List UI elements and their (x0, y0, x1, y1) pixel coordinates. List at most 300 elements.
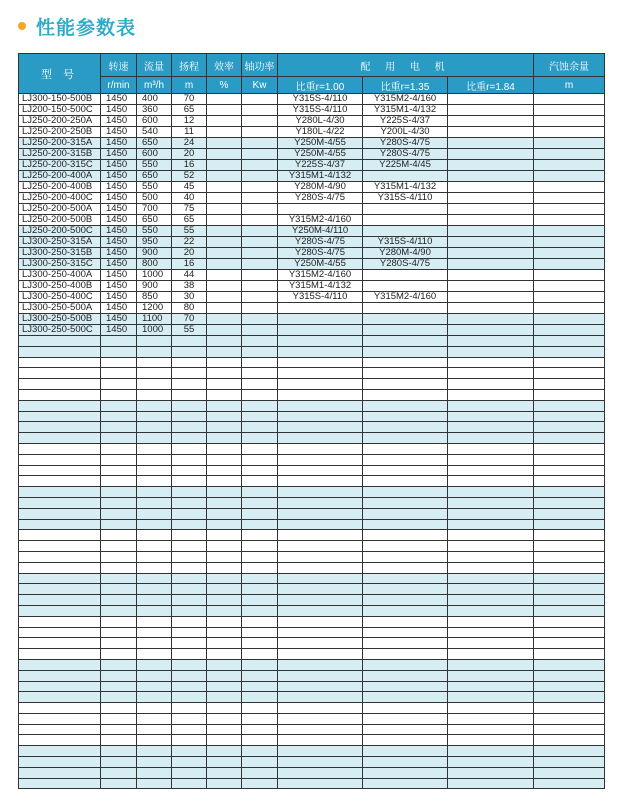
cell-head (172, 389, 207, 400)
header-flow-unit: m³/h (137, 77, 172, 94)
table-row (19, 541, 605, 552)
cell-head (172, 508, 207, 519)
cell-head (172, 422, 207, 433)
table-row (19, 346, 605, 357)
cell-efficiency (207, 465, 242, 476)
cell-npsh (534, 204, 605, 215)
cell-flow (137, 551, 172, 562)
cell-head: 30 (172, 292, 207, 303)
cell-power (242, 541, 278, 552)
cell-motor-r3 (448, 281, 534, 292)
cell-npsh (534, 476, 605, 487)
cell-motor-r1 (278, 616, 363, 627)
cell-model (19, 411, 101, 422)
cell-motor-r1 (278, 735, 363, 746)
cell-head: 24 (172, 138, 207, 149)
cell-model: LJ300-250-315A (19, 237, 101, 248)
cell-flow (137, 659, 172, 670)
cell-motor-r1: Y315S-4/110 (278, 292, 363, 303)
cell-head: 80 (172, 303, 207, 314)
header-efficiency-unit: % (207, 77, 242, 94)
cell-efficiency (207, 724, 242, 735)
cell-flow: 1200 (137, 303, 172, 314)
cell-motor-r1 (278, 681, 363, 692)
cell-power (242, 204, 278, 215)
table-row (19, 411, 605, 422)
cell-efficiency (207, 443, 242, 454)
cell-npsh (534, 497, 605, 508)
cell-power (242, 757, 278, 768)
bullet-dot-icon (18, 22, 26, 30)
cell-motor-r3 (448, 379, 534, 390)
cell-efficiency (207, 476, 242, 487)
cell-motor-r1 (278, 692, 363, 703)
cell-efficiency (207, 127, 242, 138)
cell-model (19, 681, 101, 692)
cell-flow (137, 681, 172, 692)
cell-speed: 1450 (101, 116, 137, 127)
cell-efficiency (207, 94, 242, 105)
cell-speed (101, 465, 137, 476)
cell-head (172, 692, 207, 703)
cell-motor-r1: Y315M2-4/160 (278, 270, 363, 281)
cell-head: 52 (172, 171, 207, 182)
cell-power (242, 94, 278, 105)
table-row (19, 292, 605, 303)
cell-speed: 1450 (101, 193, 137, 204)
header-power-unit: Kw (242, 77, 278, 94)
cell-motor-r1 (278, 605, 363, 616)
cell-power (242, 767, 278, 778)
cell-motor-r3 (448, 573, 534, 584)
cell-flow: 1000 (137, 270, 172, 281)
table-row (19, 422, 605, 433)
cell-flow (137, 649, 172, 660)
cell-motor-r3 (448, 314, 534, 325)
cell-efficiency (207, 757, 242, 768)
table-row (19, 724, 605, 735)
cell-power (242, 411, 278, 422)
cell-speed: 1450 (101, 226, 137, 237)
table-row (19, 497, 605, 508)
cell-motor-r2 (363, 443, 448, 454)
cell-power (242, 281, 278, 292)
cell-flow (137, 465, 172, 476)
table-row (19, 149, 605, 160)
table-row (19, 703, 605, 714)
cell-model (19, 389, 101, 400)
cell-flow (137, 519, 172, 530)
cell-model (19, 670, 101, 681)
table-row (19, 270, 605, 281)
table-row (19, 215, 605, 226)
cell-head: 65 (172, 105, 207, 116)
cell-power (242, 182, 278, 193)
cell-flow (137, 411, 172, 422)
cell-model: LJ300-250-500A (19, 303, 101, 314)
cell-npsh (534, 767, 605, 778)
cell-flow (137, 605, 172, 616)
cell-motor-r2 (363, 204, 448, 215)
cell-motor-r2 (363, 757, 448, 768)
table-row (19, 160, 605, 171)
cell-flow (137, 357, 172, 368)
header-head: 扬程 (172, 54, 207, 77)
table-row (19, 433, 605, 444)
cell-model (19, 573, 101, 584)
cell-speed (101, 746, 137, 757)
cell-head: 65 (172, 215, 207, 226)
cell-head: 75 (172, 204, 207, 215)
cell-power (242, 248, 278, 259)
cell-efficiency (207, 638, 242, 649)
cell-motor-r3 (448, 627, 534, 638)
table-row (19, 519, 605, 530)
cell-head (172, 735, 207, 746)
cell-model (19, 379, 101, 390)
cell-head (172, 433, 207, 444)
cell-motor-r3 (448, 605, 534, 616)
cell-motor-r1 (278, 325, 363, 336)
cell-motor-r1: Y315M1-4/132 (278, 171, 363, 182)
table-row (19, 443, 605, 454)
table-row (19, 670, 605, 681)
cell-motor-r1 (278, 541, 363, 552)
cell-head (172, 616, 207, 627)
cell-speed (101, 422, 137, 433)
cell-head: 20 (172, 248, 207, 259)
table-row (19, 454, 605, 465)
cell-flow: 800 (137, 259, 172, 270)
cell-head (172, 454, 207, 465)
cell-motor-r2 (363, 713, 448, 724)
table-row (19, 193, 605, 204)
cell-motor-r3 (448, 724, 534, 735)
cell-motor-r3 (448, 519, 534, 530)
cell-motor-r1 (278, 584, 363, 595)
cell-power (242, 422, 278, 433)
cell-speed: 1450 (101, 237, 137, 248)
cell-npsh (534, 422, 605, 433)
cell-motor-r2 (363, 270, 448, 281)
cell-power (242, 692, 278, 703)
table-row (19, 325, 605, 336)
cell-power (242, 149, 278, 160)
cell-power (242, 562, 278, 573)
header-motor: 配 用 电 机 (278, 54, 534, 77)
cell-speed: 1450 (101, 292, 137, 303)
cell-motor-r3 (448, 746, 534, 757)
cell-motor-r3 (448, 497, 534, 508)
header-model: 型 号 (19, 54, 101, 94)
cell-power (242, 584, 278, 595)
cell-npsh (534, 127, 605, 138)
cell-motor-r3 (448, 303, 534, 314)
cell-head (172, 595, 207, 606)
cell-motor-r1: Y280S-4/75 (278, 193, 363, 204)
cell-model (19, 746, 101, 757)
cell-head (172, 400, 207, 411)
cell-motor-r3 (448, 259, 534, 270)
cell-efficiency (207, 659, 242, 670)
cell-head (172, 659, 207, 670)
cell-motor-r2: Y225S-4/37 (363, 116, 448, 127)
cell-motor-r1 (278, 746, 363, 757)
cell-head (172, 368, 207, 379)
cell-motor-r1 (278, 476, 363, 487)
cell-power (242, 724, 278, 735)
cell-model: LJ250-200-500A (19, 204, 101, 215)
cell-motor-r1 (278, 487, 363, 498)
cell-head (172, 379, 207, 390)
cell-motor-r1: Y315M2-4/160 (278, 215, 363, 226)
cell-motor-r3 (448, 171, 534, 182)
cell-power (242, 292, 278, 303)
cell-motor-r2 (363, 433, 448, 444)
cell-model: LJ250-200-500B (19, 215, 101, 226)
cell-flow: 850 (137, 292, 172, 303)
cell-speed (101, 649, 137, 660)
cell-head (172, 713, 207, 724)
cell-power (242, 433, 278, 444)
cell-motor-r2 (363, 767, 448, 778)
cell-motor-r2: Y315M1-4/132 (363, 105, 448, 116)
cell-efficiency (207, 400, 242, 411)
cell-motor-r3 (448, 541, 534, 552)
cell-motor-r2 (363, 595, 448, 606)
table-row (19, 171, 605, 182)
table-row (19, 314, 605, 325)
cell-motor-r1 (278, 357, 363, 368)
cell-motor-r2 (363, 746, 448, 757)
cell-motor-r2 (363, 649, 448, 660)
cell-head (172, 497, 207, 508)
cell-speed (101, 530, 137, 541)
cell-model (19, 487, 101, 498)
cell-efficiency (207, 182, 242, 193)
cell-model (19, 649, 101, 660)
cell-npsh (534, 595, 605, 606)
cell-efficiency (207, 389, 242, 400)
cell-motor-r2 (363, 487, 448, 498)
cell-motor-r3 (448, 94, 534, 105)
page-title-block (18, 14, 136, 38)
cell-head (172, 703, 207, 714)
cell-speed (101, 703, 137, 714)
cell-flow (137, 767, 172, 778)
cell-motor-r3 (448, 778, 534, 789)
cell-motor-r2 (363, 476, 448, 487)
cell-motor-r3 (448, 638, 534, 649)
cell-model (19, 605, 101, 616)
cell-head: 70 (172, 314, 207, 325)
cell-motor-r3 (448, 649, 534, 660)
cell-speed (101, 616, 137, 627)
table-row (19, 584, 605, 595)
cell-motor-r3 (448, 193, 534, 204)
cell-efficiency (207, 767, 242, 778)
cell-motor-r1 (278, 519, 363, 530)
cell-power (242, 703, 278, 714)
cell-motor-r2 (363, 627, 448, 638)
cell-flow (137, 400, 172, 411)
cell-npsh (534, 270, 605, 281)
cell-model: LJ300-250-500C (19, 325, 101, 336)
cell-flow (137, 562, 172, 573)
cell-head (172, 605, 207, 616)
cell-efficiency (207, 215, 242, 226)
cell-power (242, 303, 278, 314)
cell-npsh (534, 573, 605, 584)
cell-head (172, 584, 207, 595)
cell-head (172, 573, 207, 584)
cell-npsh (534, 508, 605, 519)
header-npsh: 汽蚀余量 (534, 54, 605, 77)
cell-motor-r3 (448, 703, 534, 714)
cell-power (242, 595, 278, 606)
table-row (19, 105, 605, 116)
table-row (19, 713, 605, 724)
cell-npsh (534, 411, 605, 422)
cell-model: LJ250-200-250B (19, 127, 101, 138)
cell-speed (101, 713, 137, 724)
cell-head (172, 530, 207, 541)
cell-head: 20 (172, 149, 207, 160)
cell-motor-r3 (448, 105, 534, 116)
cell-motor-r2 (363, 605, 448, 616)
cell-motor-r2 (363, 454, 448, 465)
cell-npsh (534, 530, 605, 541)
table-row (19, 368, 605, 379)
cell-power (242, 605, 278, 616)
cell-motor-r3 (448, 368, 534, 379)
cell-motor-r2 (363, 400, 448, 411)
cell-motor-r1 (278, 757, 363, 768)
cell-motor-r1: Y280L-4/30 (278, 116, 363, 127)
cell-speed (101, 573, 137, 584)
cell-model: LJ250-200-315A (19, 138, 101, 149)
cell-flow: 600 (137, 116, 172, 127)
cell-flow (137, 627, 172, 638)
table-row (19, 226, 605, 237)
cell-npsh (534, 105, 605, 116)
cell-npsh (534, 713, 605, 724)
cell-flow (137, 530, 172, 541)
cell-motor-r3 (448, 204, 534, 215)
cell-speed (101, 681, 137, 692)
cell-motor-r1 (278, 433, 363, 444)
cell-npsh (534, 692, 605, 703)
cell-npsh (534, 519, 605, 530)
cell-efficiency (207, 530, 242, 541)
cell-motor-r2 (363, 325, 448, 336)
page-title: 性能参数表 (36, 16, 137, 39)
cell-motor-r3 (448, 616, 534, 627)
cell-speed: 1450 (101, 248, 137, 259)
cell-flow (137, 778, 172, 789)
cell-efficiency (207, 171, 242, 182)
cell-npsh (534, 746, 605, 757)
cell-model: LJ250-200-315B (19, 149, 101, 160)
cell-motor-r1 (278, 389, 363, 400)
cell-efficiency (207, 226, 242, 237)
cell-motor-r3 (448, 149, 534, 160)
cell-npsh (534, 433, 605, 444)
cell-head (172, 757, 207, 768)
cell-npsh (534, 357, 605, 368)
cell-efficiency (207, 562, 242, 573)
cell-npsh (534, 443, 605, 454)
cell-motor-r3 (448, 670, 534, 681)
cell-npsh (534, 303, 605, 314)
table-row (19, 692, 605, 703)
cell-motor-r3 (448, 757, 534, 768)
cell-flow (137, 595, 172, 606)
table-row (19, 573, 605, 584)
cell-npsh (534, 562, 605, 573)
cell-efficiency (207, 692, 242, 703)
cell-motor-r3 (448, 422, 534, 433)
cell-npsh (534, 724, 605, 735)
cell-head (172, 357, 207, 368)
cell-speed (101, 670, 137, 681)
cell-npsh (534, 138, 605, 149)
cell-head: 40 (172, 193, 207, 204)
cell-motor-r2 (363, 541, 448, 552)
cell-motor-r3 (448, 487, 534, 498)
cell-head (172, 627, 207, 638)
cell-motor-r1: Y250M-4/55 (278, 138, 363, 149)
cell-motor-r3 (448, 530, 534, 541)
cell-motor-r3 (448, 292, 534, 303)
cell-speed (101, 487, 137, 498)
cell-efficiency (207, 281, 242, 292)
cell-motor-r3 (448, 551, 534, 562)
performance-table (18, 53, 605, 789)
table-row (19, 281, 605, 292)
cell-motor-r1: Y250M-4/55 (278, 149, 363, 160)
cell-motor-r1 (278, 314, 363, 325)
cell-flow (137, 638, 172, 649)
cell-model (19, 595, 101, 606)
cell-power (242, 465, 278, 476)
cell-head (172, 487, 207, 498)
cell-efficiency (207, 541, 242, 552)
cell-speed (101, 389, 137, 400)
cell-efficiency (207, 735, 242, 746)
table-row (19, 336, 605, 347)
cell-efficiency (207, 116, 242, 127)
cell-model (19, 562, 101, 573)
cell-model (19, 346, 101, 357)
cell-motor-r2 (363, 281, 448, 292)
cell-motor-r1 (278, 346, 363, 357)
cell-motor-r3 (448, 389, 534, 400)
cell-motor-r3 (448, 325, 534, 336)
cell-efficiency (207, 138, 242, 149)
cell-motor-r2 (363, 497, 448, 508)
cell-head (172, 562, 207, 573)
cell-model (19, 454, 101, 465)
cell-speed (101, 368, 137, 379)
table-row (19, 94, 605, 105)
cell-efficiency (207, 105, 242, 116)
cell-motor-r1 (278, 659, 363, 670)
cell-speed (101, 584, 137, 595)
cell-efficiency (207, 204, 242, 215)
cell-speed: 1450 (101, 270, 137, 281)
cell-model (19, 433, 101, 444)
